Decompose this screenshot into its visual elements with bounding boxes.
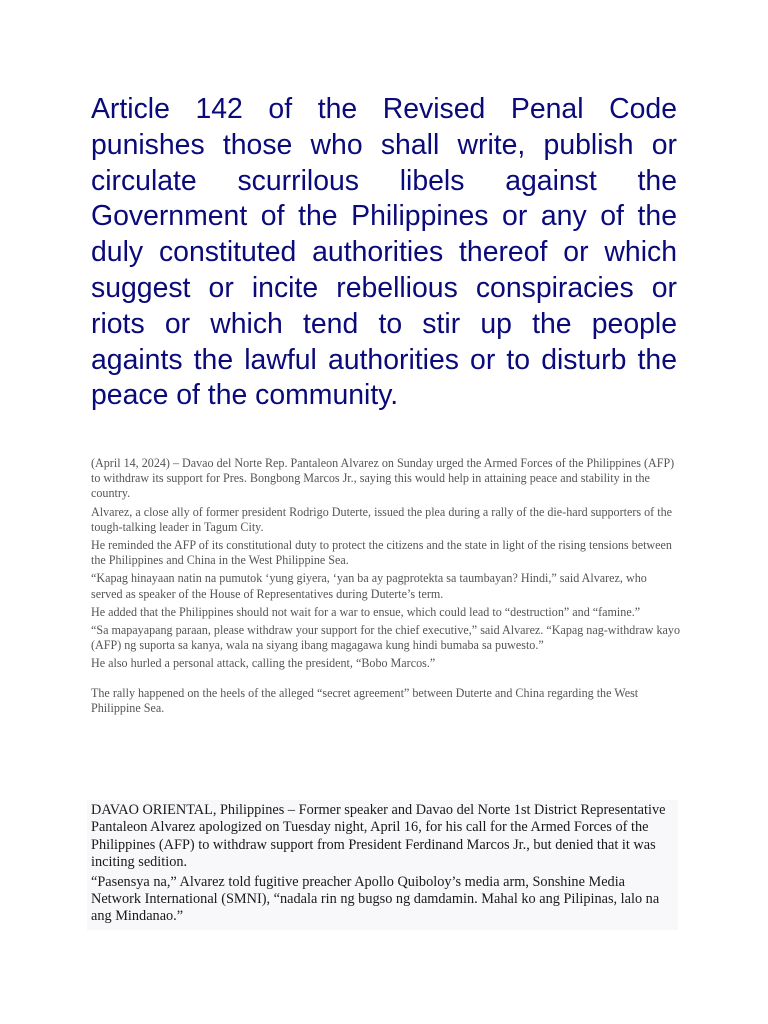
article-paragraph: He also hurled a personal attack, calling the president, “Bobo Marcos.” [91, 656, 436, 671]
article-paragraph: He reminded the AFP of its constitutional duty to protect the citizens and the state in light of the rising tensions between the Philippines and China in the West Philippine Sea. [91, 538, 672, 568]
article-paragraph: “Kapag hinayaan natin na pumutok ‘yung giyera, ‘yan ba ay pagprotekta sa taumbayan? Hindi,” said Alvarez, who served as speaker of the House of Representatives during Duterte’s term. [91, 571, 647, 601]
article-paragraph: He added that the Philippines should not wait for a war to ensue, which could lead to “destruction” and “famine.” [91, 604, 641, 619]
article-paragraph: “Sa mapayapang paraan, please withdraw your support for the chief executive,” said Alvarez. “Kapag nag-withdraw kayo (AFP) ng suporta sa kanya, wala na siyang ibang magagawa kung hindi bumaba sa puwesto.” [91, 623, 680, 653]
news-article-alvarez-apology [87, 800, 678, 930]
article-paragraph: “Pasensya na,” Alvarez told fugitive preacher Apollo Quiboloy’s media arm, Sonshine Media Network International (SMNI), “nadala rin ng bugso ng damdamin. Mahal ko ang Pilipinas, lalo na ang Mindanao.” [91, 873, 660, 925]
article-paragraph: (April 14, 2024) – Davao del Norte Rep. Pantaleon Alvarez on Sunday urged the Armed Forces of the Philippines (AFP) to withdraw its support for Pres. Bongbong Marcos Jr., saying this would help in attaining peace and stability in the country. [91, 456, 675, 501]
headline: Article 142 of the Revised Penal Code punishes those who shall write, publish or circulate scurrilous libels against the Government of the Philippines or any of the duly constituted authorities thereof or which suggest or incite rebellious conspiracies or riots or which tend to stir up the people againts the lawful authorities or to disturb the peace of the community. [91, 93, 677, 412]
article-paragraph: Alvarez, a close ally of former president Rodrigo Duterte, issued the plea during a rally of the die-hard supporters of the tough-talking leader in Tagum City. [91, 504, 672, 534]
article-paragraph: The rally happened on the heels of the alleged “secret agreement” between Duterte and China regarding the West Philippine Sea. [91, 685, 639, 715]
article-paragraph: DAVAO ORIENTAL, Philippines – Former speaker and Davao del Norte 1st District Representative Pantaleon Alvarez apologized on Tuesday night, April 16, for his call for the Armed Forces of the Philippines (AFP) to withdraw support from President Ferdinand Marcos Jr., but denied that it was inciting sedition. [91, 802, 666, 871]
news-article-alvarez-rally [91, 456, 681, 719]
